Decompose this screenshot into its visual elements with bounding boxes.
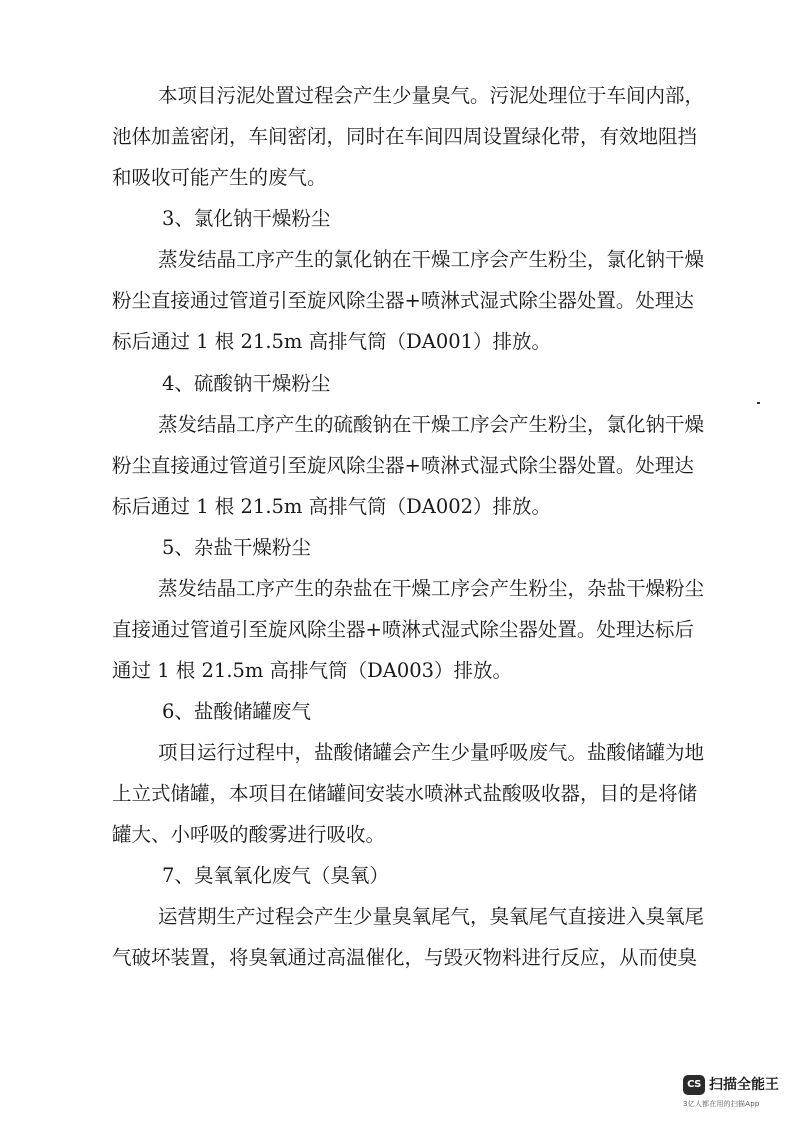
paragraph-line: 池体加盖密闭，车间密闭，同时在车间四周设置绿化带，有效地阻挡 bbox=[112, 125, 698, 148]
paragraph-line: 项目运行过程中，盐酸储罐会产生少量呼吸废气。盐酸储罐为地 bbox=[158, 741, 705, 764]
camscanner-logo-icon: CS bbox=[683, 1075, 705, 1095]
section-heading: 6、盐酸储罐废气 bbox=[162, 700, 311, 723]
paragraph-line: 粉尘直接通过管道引至旋风除尘器+喷淋式湿式除尘器处置。处理达 bbox=[112, 289, 694, 312]
paragraph-line: 直接通过管道引至旋风除尘器+喷淋式湿式除尘器处置。处理达标后 bbox=[112, 618, 694, 641]
paragraph-line: 和吸收可能产生的废气。 bbox=[112, 166, 327, 189]
paragraph-line: 罐大、小呼吸的酸雾进行吸收。 bbox=[112, 823, 386, 846]
watermark-app-name: 扫描全能王 bbox=[709, 1077, 779, 1093]
watermark-tagline: 3亿人都在用的扫描App bbox=[683, 1100, 760, 1108]
paragraph-line: 粉尘直接通过管道引至旋风除尘器+喷淋式湿式除尘器处置。处理达 bbox=[112, 454, 694, 477]
paragraph-line: 通过 1 根 21.5m 高排气筒（DA003）排放。 bbox=[112, 659, 513, 682]
paragraph-line: 本项目污泥处置过程会产生少量臭气。污泥处理位于车间内部， bbox=[158, 84, 705, 107]
paragraph-line: 运营期生产过程会产生少量臭氧尾气，臭氧尾气直接进入臭氧尾 bbox=[158, 905, 705, 928]
paragraph-line: 标后通过 1 根 21.5m 高排气筒（DA001）排放。 bbox=[112, 330, 552, 353]
scanner-watermark bbox=[683, 1074, 783, 1114]
paragraph-line: 蒸发结晶工序产生的硫酸钠在干燥工序会产生粉尘，氯化钠干燥 bbox=[158, 413, 705, 436]
paragraph-line: 上立式储罐，本项目在储罐间安装水喷淋式盐酸吸收器，目的是将储 bbox=[112, 782, 698, 805]
section-heading: 7、臭氧氧化废气（臭氧） bbox=[162, 864, 389, 887]
section-heading: 5、杂盐干燥粉尘 bbox=[162, 536, 311, 559]
scan-speck bbox=[757, 402, 760, 404]
paragraph-line: 蒸发结晶工序产生的杂盐在干燥工序会产生粉尘，杂盐干燥粉尘 bbox=[158, 577, 705, 600]
paragraph-line: 蒸发结晶工序产生的氯化钠在干燥工序会产生粉尘，氯化钠干燥 bbox=[158, 248, 705, 271]
section-heading: 3、氯化钠干燥粉尘 bbox=[162, 207, 331, 230]
paragraph-line: 标后通过 1 根 21.5m 高排气筒（DA002）排放。 bbox=[112, 495, 552, 518]
paragraph-line: 气破坏装置，将臭氧通过高温催化，与毁灭物料进行反应，从而使臭 bbox=[112, 946, 698, 969]
section-heading: 4、硫酸钠干燥粉尘 bbox=[162, 372, 331, 395]
